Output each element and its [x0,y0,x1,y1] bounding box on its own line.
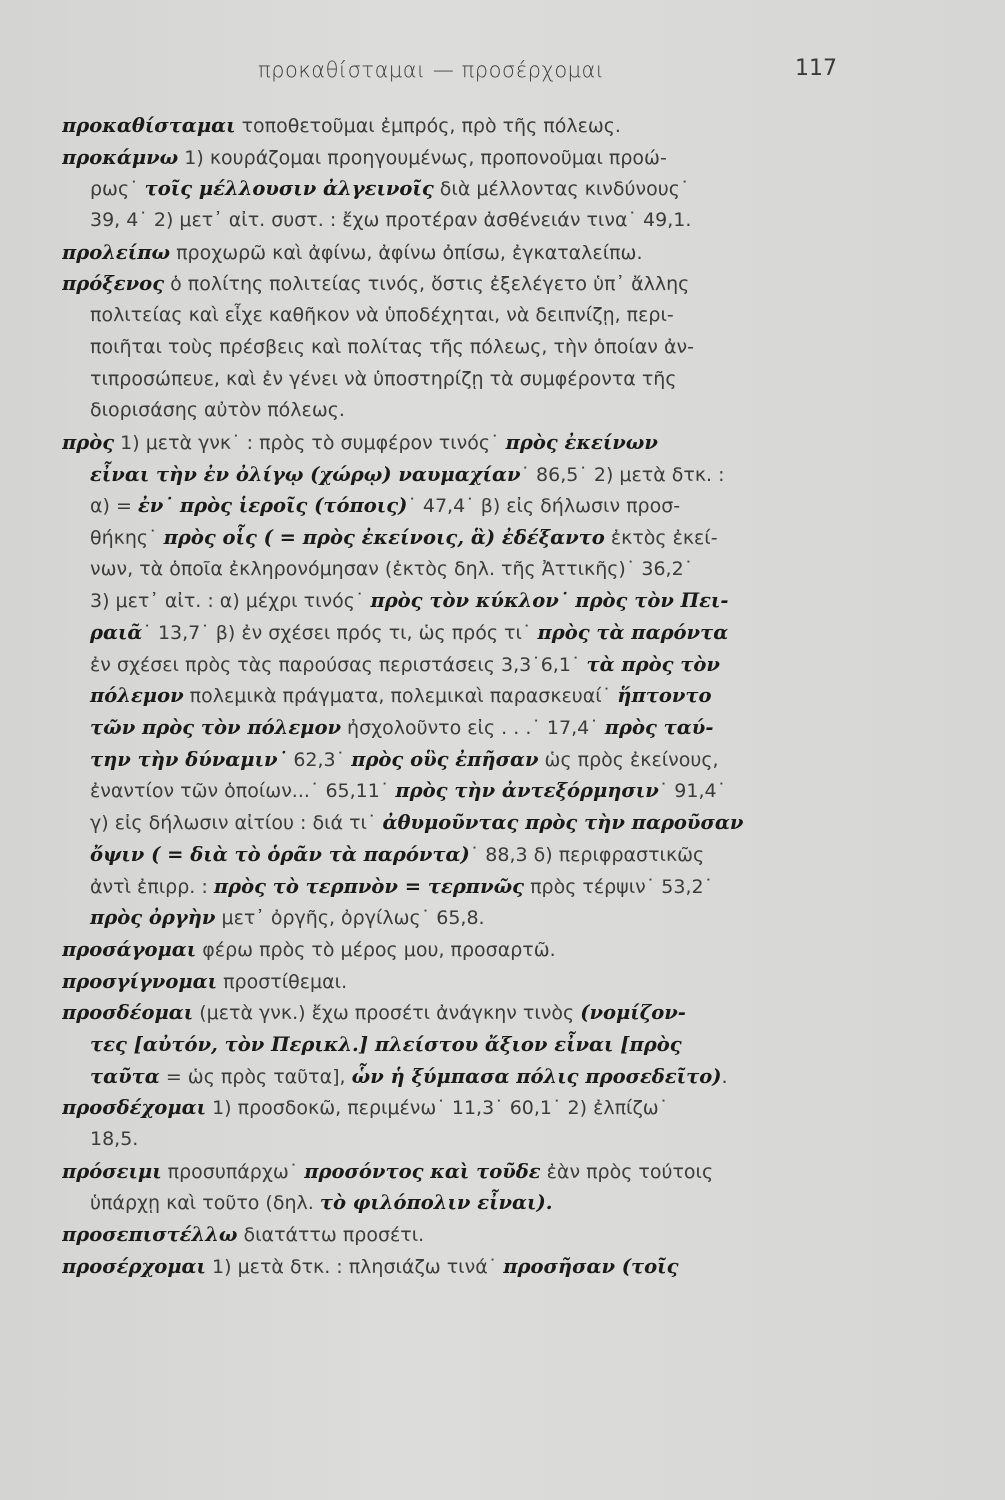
headword-or-quote: ἀθυμοῦντας πρὸς τὴν παροῦσαν [382,811,744,835]
headword-or-quote: πρὸς ἐκείνων [505,430,658,454]
headword-or-quote: πρόσειμι [62,1159,162,1183]
text-line [62,1156,872,1188]
definition-text: 1) προσδοκῶ, περιμένω˙ 11,3˙ 60,1˙ 2) ἐλπίζω˙ [206,1097,669,1120]
headword-or-quote: ραιᾶ [90,621,143,644]
text-line [62,1251,872,1283]
definition-text: ὑπάρχῃ καὶ τοῦτο (δηλ. [90,1192,320,1215]
headword-or-quote: πρὸς τὸν κύκλον˙ πρὸς τὸν Πει- [370,589,729,613]
text-line [62,459,872,491]
text-line [62,395,872,427]
headword-or-quote: προσόντος καὶ τοῦδε [304,1159,541,1183]
text-line [62,617,872,649]
text-line [62,205,872,237]
definition-text: ἐν σχέσει πρὸς τὰς παρούσας περιστάσεις 3,3˙6,1˙ [90,653,587,676]
definition-text: 1) μετὰ γνκ˙ : πρὸς τὸ συμφέρον τινός˙ [114,431,506,454]
running-title: προκαθίσταμαι — προσέρχομαι [258,58,605,82]
text-line [62,585,872,617]
definition-text: πολιτείας καὶ εἶχε καθῆκον νὰ ὑποδέχηται, νὰ δειπνίζῃ, περι- [90,304,674,327]
page-number: 117 [795,56,837,81]
text-line [62,490,872,522]
definition-text: ὡς πρὸς ἐκείνους, [538,748,719,771]
headword-or-quote: εἶναι τὴν ἐν ὀλίγῳ (χώρῳ) ναυμαχίαν [90,462,521,486]
text-line [62,649,872,681]
headword-or-quote: πρόξενος [62,272,165,296]
definition-text: ἠσχολοῦντο εἰς . . .˙ 17,4˙ [340,717,605,740]
definition-text: ὁ πολίτης πολιτείας τινός, ὅστις ἐξελέγετο ὑπ᾿ ἄλλης [164,273,690,296]
headword-or-quote: προσέρχομαι [62,1254,206,1278]
headword-or-quote: προσδέχομαι [62,1096,207,1120]
headword-or-quote: ἥπτοντο [617,684,712,708]
headword-or-quote: προσγίγνομαι [62,969,218,993]
definition-text: ἐὰν πρὸς τούτοις [540,1160,714,1183]
headword-or-quote: ὄψιν ( = διὰ τὸ ὁρᾶν τὰ παρόντα) [90,842,470,866]
text-line [62,997,872,1029]
headword-or-quote: πόλεμον [90,684,184,708]
text-line [62,680,872,712]
headword-or-quote: πρὸς οὓς ἐπῆσαν [351,747,539,771]
text-line [62,1092,872,1124]
definition-text: 1) κουράζομαι προηγουμένως, προπονοῦμαι προώ- [178,146,667,169]
definition-text: διορισάσης αὐτὸν πόλεως. [90,399,345,422]
definition-text: 3) μετ᾿ αἰτ. : α) μέχρι τινός˙ [90,590,371,613]
headword-or-quote: τῶν πρὸς τὸν πόλεμον [90,716,341,740]
headword-or-quote: προλείπω [62,240,171,264]
definition-text: ˙ 47,4˙ β) εἰς δήλωσιν προσ- [407,495,681,518]
text-line [62,522,872,554]
definition-text: ἐκτὸς ἐκεί- [604,526,718,549]
headword-or-quote: τες [αὐτόν, τὸν Περικλ.] πλείστου ἄξιον εἶναι [πρὸς [90,1032,682,1056]
text-line [62,807,872,839]
headword-or-quote: (νομίζον- [580,1001,686,1025]
headword-or-quote: τὸ φιλόπολιν εἶναι). [319,1191,553,1215]
definition-text: μετ᾿ ὀργῆς, ὀργίλως˙ 65,8. [215,907,485,930]
definition-text: ρως˙ [90,178,145,201]
definition-text: φέρω πρὸς τὸ μέρος μου, προσαρτῶ. [196,938,556,961]
definition-text: . [721,1065,728,1088]
definition-text: ˙ 88,3 δ) περιφραστικῶς [469,843,705,866]
headword-or-quote: προκάμνω [62,145,179,169]
definition-text: ˙ 13,7˙ β) ἐν σχέσει πρός τι, ὡς πρός τι˙ [142,622,538,644]
text-line [62,173,872,205]
headword-or-quote: πρὸς τὰ παρόντα [537,621,729,644]
headword-or-quote: προσῆσαν (τοῖς [503,1254,679,1278]
definition-text: νων, τὰ ὁποῖα ἐκληρονόμησαν (ἐκτὸς δηλ. τῆς Ἀττικῆς)˙ 36,2˙ [90,557,694,580]
headword-or-quote: τὰ πρὸς τὸν [586,652,720,676]
text-line [62,300,872,332]
definition-text: πολεμικὰ πράγματα, πολεμικαὶ παρασκευαί˙ [183,685,618,708]
definition-text: γ) εἰς δήλωσιν αἰτίου : διά τι˙ [90,812,383,835]
definition-text: διατάττω προσέτι. [237,1224,425,1247]
headword-or-quote: ὧν ἡ ξύμπασα πόλις προσεδεῖτο) [351,1064,722,1088]
headword-or-quote: προσδέομαι [62,1001,194,1025]
text-line [62,902,872,934]
text-line [62,142,872,174]
headword-or-quote: προκαθίσταμαι [62,114,236,137]
definition-text: ˙ 91,4˙ [658,780,727,803]
text-line [62,237,872,269]
definition-text: τιπροσώπευε, καὶ ἐν γένει νὰ ὑποστηρίζῃ τὰ συμφέροντα τῆς [90,367,677,390]
text-line [62,744,872,776]
headword-or-quote: πρὸς τὴν ἀντεξόρμησιν [395,779,659,803]
definition-text: προχωρῶ καὶ ἀφίνω, ἀφίνω ὀπίσω, ἐγκαταλείπω. [170,241,643,264]
headword-or-quote: ταῦτα [90,1064,160,1088]
headword-or-quote: προσάγομαι [62,937,197,961]
headword-or-quote: ἐν˙ πρὸς ἱεροῖς (τόποις) [137,494,408,518]
text-line [62,364,872,396]
headword-or-quote: προσεπιστέλλω [62,1223,238,1247]
text-line [62,775,872,807]
text-line [62,1124,872,1156]
text-line [62,934,872,966]
headword-or-quote: πρὸς [62,430,115,454]
text-line [62,1219,872,1251]
definition-text: προστίθεμαι. [217,970,348,993]
headword-or-quote: πρὸς ὀργὴν [90,906,216,930]
text-line [62,1061,872,1093]
text-line [62,871,872,903]
headword-or-quote: πρὸς οἷς ( = πρὸς ἐκείνοις, ἃ) ἐδέξαντο [163,525,605,549]
text-line [62,332,872,364]
definition-text: ˙ 86,5˙ 2) μετὰ δτκ. : [520,463,725,486]
definition-text: τοποθετοῦμαι ἐμπρός, πρὸ τῆς πόλεως. [235,115,621,137]
text-line [62,427,872,459]
text-line [62,1187,872,1219]
definition-text: ἀντὶ ἐπιρρ. : [90,875,214,898]
definition-text: 62,3˙ [287,748,352,771]
definition-text: 18,5. [90,1128,139,1150]
text-line [62,712,872,744]
definition-text: προσυπάρχω˙ [161,1160,305,1183]
definition-text: 39, 4˙ 2) μετ᾿ αἰτ. συστ. : ἔχω προτέραν ἀσθένειάν τινα˙ 49,1. [90,209,692,232]
page-header [0,52,1005,88]
text-line [62,268,872,300]
text-line [62,554,872,586]
dictionary-body [62,110,872,1282]
headword-or-quote: πρὸς ταύ- [604,716,714,740]
definition-text: ποιῆται τοὺς πρέσβεις καὶ πολίτας τῆς πόλεως, τὴν ὁποίαν ἀν- [90,335,694,358]
headword-or-quote: τοῖς μέλλουσιν ἀλγεινοῖς [144,177,434,201]
definition-text: διὰ μέλλοντας κινδύνους˙ [433,178,690,201]
headword-or-quote: την τὴν δύναμιν˙ [90,747,288,771]
definition-text: θήκης˙ [90,526,164,549]
definition-text: πρὸς τέρψιν˙ 53,2˙ [524,875,714,898]
definition-text: = ὡς πρὸς ταῦτα], [159,1065,352,1088]
definition-text: α) = [90,495,138,518]
definition-text: (μετὰ γνκ.) ἔχω προσέτι ἀνάγκην τινὸς [193,1002,581,1025]
text-line [62,110,872,142]
definition-text: ἐναντίον τῶν ὁποίων...˙ 65,11˙ [90,780,396,803]
text-line [62,1029,872,1061]
text-line [62,839,872,871]
text-line [62,966,872,998]
definition-text: 1) μετὰ δτκ. : πλησιάζω τινά˙ [206,1255,504,1278]
headword-or-quote: πρὸς τὸ τερπνὸν = τερπνῶς [213,874,525,898]
